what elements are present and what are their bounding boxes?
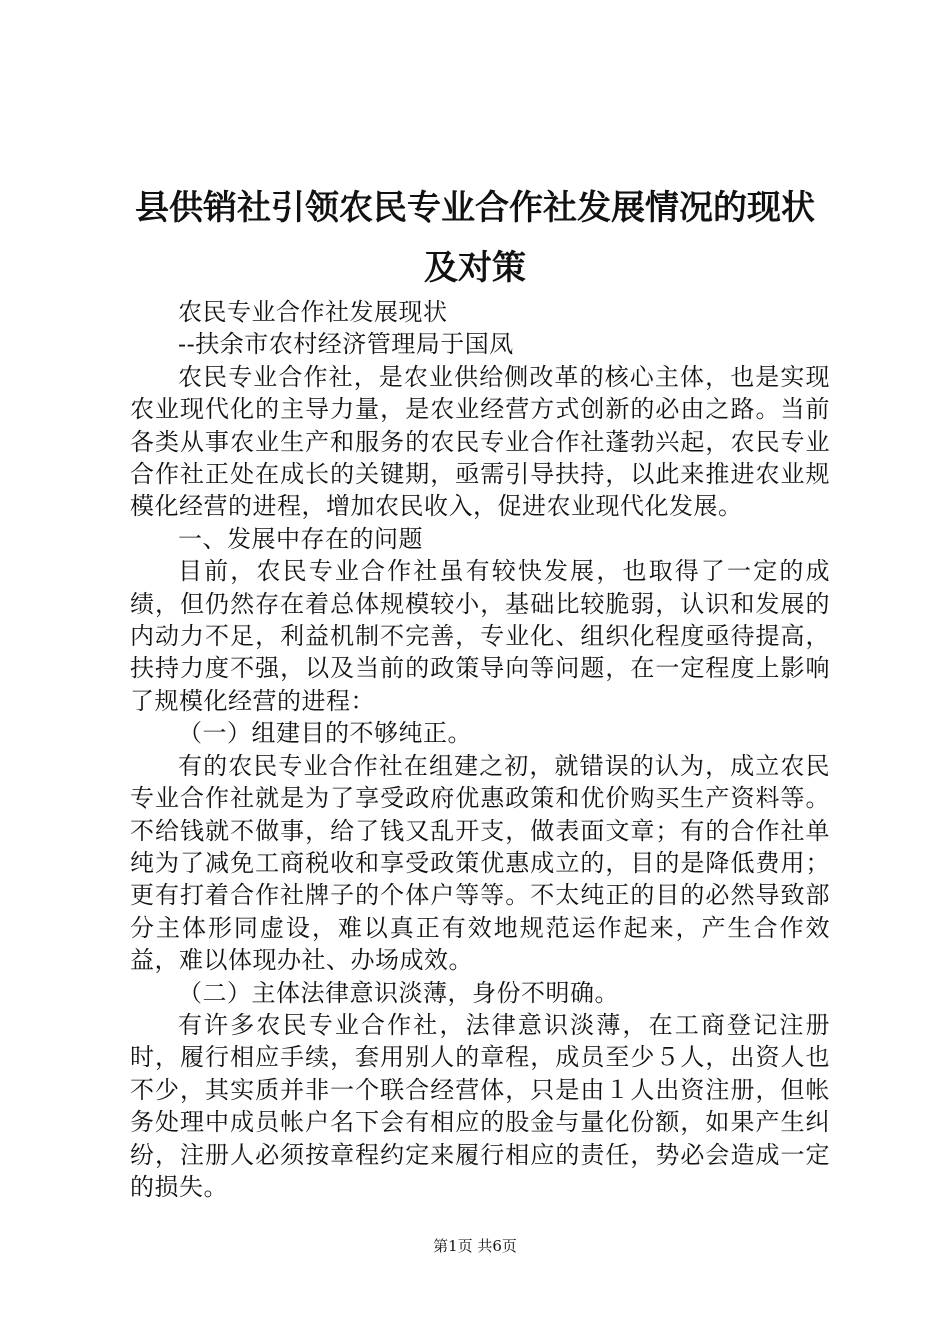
author-line: --扶余市农村经济管理局于国凤 bbox=[178, 330, 514, 359]
document-title: 县供销社引领农民专业合作社发展情况的现状及对策 bbox=[135, 188, 815, 288]
section-heading: 一、发展中存在的问题 bbox=[178, 524, 423, 553]
subsection-heading: （二）主体法律意识淡薄，身份不明确。 bbox=[178, 978, 619, 1007]
paragraph: 有的农民专业合作社在组建之初，就错误的认为，成立农民专业合作社就是为了享受政府优惠政策和优价购买生产资料等。不给钱就不做事，给了钱又乱开支，做表面文章；有的合作社单纯为了减免工商税收和享受政策优惠成立的，目的是降低费用；更有打着合作社牌子的个体户等等。不太纯正的目的必然导致部分主体形同虚设，难以真正有效地规范运作起来，产生合作效益，难以体现办社、办场成效。 bbox=[130, 751, 830, 975]
subsection-heading: （一）组建目的不够纯正。 bbox=[178, 719, 472, 748]
section-heading: 农民专业合作社发展现状 bbox=[178, 298, 448, 326]
paragraph: 农民专业合作社，是农业供给侧改革的核心主体，也是实现农业现代化的主导力量，是农业经营方式创新的必由之路。当前各类从事农业生产和服务的农民专业合作社蓬勃兴起，农民专业合作社正处在成长的关键期，亟需引导扶持，以此来推进农业规模化经营的进程，增加农民收入，促进农业现代化发展。 bbox=[130, 362, 830, 521]
document-body bbox=[130, 296, 830, 1203]
page-number: 第1页 共6页 bbox=[433, 1237, 517, 1255]
paragraph: 有许多农民专业合作社，法律意识淡薄，在工商登记注册时，履行相应手续，套用别人的章程，成员至少５人，出资人也不少，其实质并非一个联合经营体，只是由１人出资注册，但帐务处理中成员帐户名下会有相应的股金与量化份额，如果产生纠纷，注册人必须按章程约定来履行相应的责任，势必会造成一定的损失。 bbox=[130, 1010, 830, 1201]
paragraph: 目前，农民专业合作社虽有较快发展，也取得了一定的成绩，但仍然存在着总体规模较小，基础比较脆弱，认识和发展的内动力不足，利益机制不完善，专业化、组织化程度亟待提高，扶持力度不强，以及当前的政策导向等问题，在一定程度上影响了规模化经营的进程： bbox=[130, 557, 830, 715]
